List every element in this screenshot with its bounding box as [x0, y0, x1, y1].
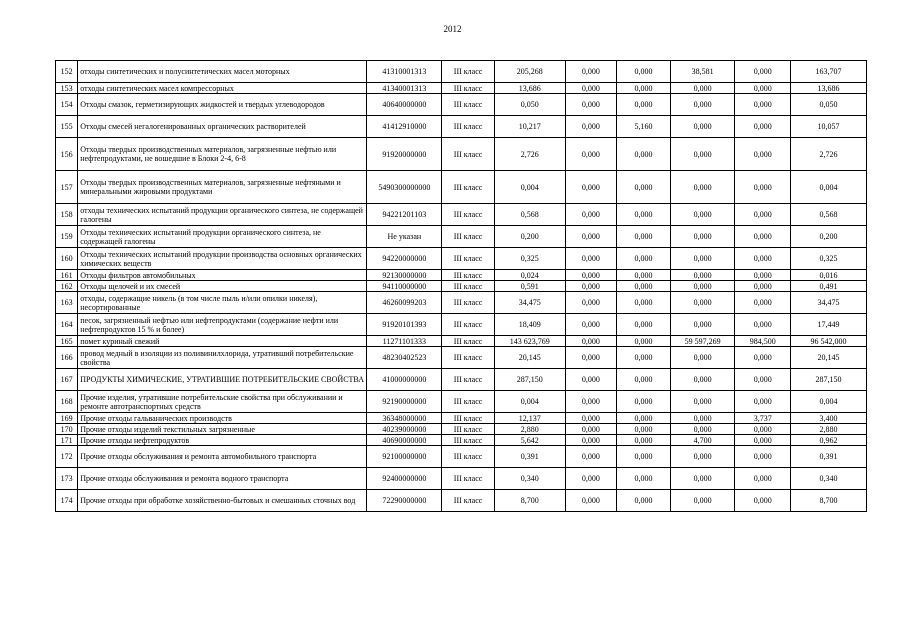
value-cell-5: 0,000	[735, 248, 791, 270]
row-number: 166	[56, 347, 78, 369]
row-number: 158	[56, 204, 78, 226]
value-cell-3: 0,000	[617, 83, 671, 94]
value-cell-6: 0,016	[791, 270, 867, 281]
value-cell-4: 0,000	[670, 468, 735, 490]
value-cell-4: 0,000	[670, 413, 735, 424]
waste-code: 92100000000	[367, 446, 442, 468]
value-cell-3: 0,000	[617, 171, 671, 204]
row-number: 167	[56, 369, 78, 391]
value-cell-2: 0,000	[565, 446, 617, 468]
table-row	[56, 435, 867, 446]
value-cell-3: 0,000	[617, 347, 671, 369]
value-cell-3: 5,160	[617, 116, 671, 138]
value-cell-1: 12,137	[494, 413, 565, 424]
value-cell-6: 0,491	[791, 281, 867, 292]
waste-name: Прочие отходы при обработке хозяйственно-бытовых и смешанных сточных вод	[78, 490, 367, 512]
value-cell-6: 96 542,000	[791, 336, 867, 347]
value-cell-2: 0,000	[565, 292, 617, 314]
waste-code: 94110000000	[367, 281, 442, 292]
value-cell-2: 0,000	[565, 490, 617, 512]
waste-code: 41340001313	[367, 83, 442, 94]
value-cell-1: 0,050	[494, 94, 565, 116]
value-cell-1: 2,726	[494, 138, 565, 171]
table-row	[56, 413, 867, 424]
value-cell-3: 0,000	[617, 204, 671, 226]
waste-code: 5490300000000	[367, 171, 442, 204]
value-cell-1: 0,325	[494, 248, 565, 270]
row-number: 156	[56, 138, 78, 171]
value-cell-4: 0,000	[670, 83, 735, 94]
value-cell-3: 0,000	[617, 94, 671, 116]
waste-table	[55, 60, 867, 512]
table-row	[56, 314, 867, 336]
value-cell-6: 0,004	[791, 171, 867, 204]
waste-code: 92190000000	[367, 391, 442, 413]
waste-code: 92130000000	[367, 270, 442, 281]
value-cell-5: 0,000	[735, 292, 791, 314]
row-number: 165	[56, 336, 78, 347]
value-cell-5: 0,000	[735, 446, 791, 468]
waste-name: отходы синтетических и полусинтетических масел моторных	[78, 61, 367, 83]
value-cell-6: 0,325	[791, 248, 867, 270]
value-cell-5: 0,000	[735, 391, 791, 413]
hazard-class: III класс	[442, 248, 495, 270]
value-cell-6: 0,050	[791, 94, 867, 116]
value-cell-2: 0,000	[565, 83, 617, 94]
hazard-class: III класс	[442, 446, 495, 468]
table-row	[56, 61, 867, 83]
waste-code: 72290000000	[367, 490, 442, 512]
row-number: 164	[56, 314, 78, 336]
row-number: 161	[56, 270, 78, 281]
value-cell-3: 0,000	[617, 138, 671, 171]
value-cell-3: 0,000	[617, 369, 671, 391]
value-cell-2: 0,000	[565, 270, 617, 281]
value-cell-2: 0,000	[565, 116, 617, 138]
value-cell-5: 3,737	[735, 413, 791, 424]
value-cell-1: 8,700	[494, 490, 565, 512]
hazard-class: III класс	[442, 171, 495, 204]
value-cell-6: 0,568	[791, 204, 867, 226]
value-cell-5: 0,000	[735, 270, 791, 281]
value-cell-6: 20,145	[791, 347, 867, 369]
value-cell-2: 0,000	[565, 94, 617, 116]
waste-name: отходы, содержащие никель (в том числе пыль и/или опилки никеля), несортированные	[78, 292, 367, 314]
value-cell-6: 3,400	[791, 413, 867, 424]
table-row	[56, 248, 867, 270]
value-cell-1: 5,642	[494, 435, 565, 446]
value-cell-6: 0,962	[791, 435, 867, 446]
hazard-class: III класс	[442, 83, 495, 94]
value-cell-6: 163,707	[791, 61, 867, 83]
value-cell-1: 205,268	[494, 61, 565, 83]
value-cell-4: 38,581	[670, 61, 735, 83]
value-cell-3: 0,000	[617, 292, 671, 314]
value-cell-2: 0,000	[565, 369, 617, 391]
value-cell-1: 13,686	[494, 83, 565, 94]
value-cell-5: 0,000	[735, 226, 791, 248]
value-cell-3: 0,000	[617, 391, 671, 413]
value-cell-6: 0,391	[791, 446, 867, 468]
hazard-class: III класс	[442, 292, 495, 314]
waste-code: 94220000000	[367, 248, 442, 270]
value-cell-3: 0,000	[617, 413, 671, 424]
page-number: 2012	[443, 24, 462, 34]
value-cell-2: 0,000	[565, 204, 617, 226]
value-cell-3: 0,000	[617, 336, 671, 347]
hazard-class: III класс	[442, 391, 495, 413]
value-cell-1: 18,409	[494, 314, 565, 336]
value-cell-6: 34,475	[791, 292, 867, 314]
value-cell-6: 8,700	[791, 490, 867, 512]
hazard-class: III класс	[442, 116, 495, 138]
value-cell-4: 0,000	[670, 171, 735, 204]
value-cell-2: 0,000	[565, 347, 617, 369]
value-cell-1: 0,340	[494, 468, 565, 490]
value-cell-2: 0,000	[565, 171, 617, 204]
waste-name: отходы синтетических масел компрессорных	[78, 83, 367, 94]
row-number: 172	[56, 446, 78, 468]
value-cell-5: 0,000	[735, 435, 791, 446]
value-cell-1: 0,004	[494, 391, 565, 413]
table-row	[56, 468, 867, 490]
value-cell-2: 0,000	[565, 248, 617, 270]
row-number: 160	[56, 248, 78, 270]
waste-name: Отходы твердых производственных материалов, загрязненные нефтяными и минеральными жировыми продуктами	[78, 171, 367, 204]
row-number: 169	[56, 413, 78, 424]
value-cell-3: 0,000	[617, 446, 671, 468]
row-number: 155	[56, 116, 78, 138]
table-row	[56, 424, 867, 435]
waste-name: Отходы технических испытаний продукции органического синтеза, не содержащей галогены	[78, 226, 367, 248]
waste-code: 40640000000	[367, 94, 442, 116]
value-cell-2: 0,000	[565, 314, 617, 336]
waste-name: Отходы смазок, герметизирующих жидкостей и твердых углеводородов	[78, 94, 367, 116]
value-cell-4: 0,000	[670, 314, 735, 336]
waste-name: Прочие отходы нефтепродуктов	[78, 435, 367, 446]
hazard-class: III класс	[442, 270, 495, 281]
value-cell-6: 2,880	[791, 424, 867, 435]
value-cell-3: 0,000	[617, 248, 671, 270]
value-cell-2: 0,000	[565, 281, 617, 292]
row-number: 174	[56, 490, 78, 512]
value-cell-3: 0,000	[617, 226, 671, 248]
table-row	[56, 226, 867, 248]
waste-name: провод медный в изоляции из поливинилхлорида, утративший потребительские свойства	[78, 347, 367, 369]
value-cell-4: 0,000	[670, 391, 735, 413]
value-cell-4: 0,000	[670, 281, 735, 292]
value-cell-4: 0,000	[670, 347, 735, 369]
waste-name: Прочие изделия, утратившие потребительские свойства при обслуживании и ремонте автотранспортных средств	[78, 391, 367, 413]
row-number: 170	[56, 424, 78, 435]
waste-code: 41412910000	[367, 116, 442, 138]
table-row	[56, 94, 867, 116]
hazard-class: III класс	[442, 424, 495, 435]
value-cell-5: 0,000	[735, 204, 791, 226]
value-cell-5: 984,500	[735, 336, 791, 347]
waste-code: 91920000000	[367, 138, 442, 171]
value-cell-4: 0,000	[670, 116, 735, 138]
value-cell-1: 0,591	[494, 281, 565, 292]
value-cell-4: 0,000	[670, 138, 735, 171]
hazard-class: III класс	[442, 468, 495, 490]
value-cell-5: 0,000	[735, 468, 791, 490]
hazard-class: III класс	[442, 281, 495, 292]
waste-name: Отходы технических испытаний продукции производства основных органических химических веществ	[78, 248, 367, 270]
table-row	[56, 490, 867, 512]
waste-name: Прочие отходы обслуживания и ремонта водного транспорта	[78, 468, 367, 490]
waste-name: ПРОДУКТЫ ХИМИЧЕСКИЕ, УТРАТИВШИЕ ПОТРЕБИТЕЛЬСКИЕ СВОЙСТВА	[78, 369, 367, 391]
value-cell-6: 2,726	[791, 138, 867, 171]
value-cell-1: 0,391	[494, 446, 565, 468]
waste-name: Отходы щелочей и их смесей	[78, 281, 367, 292]
value-cell-1: 0,004	[494, 171, 565, 204]
value-cell-1: 0,024	[494, 270, 565, 281]
row-number: 154	[56, 94, 78, 116]
value-cell-4: 0,000	[670, 446, 735, 468]
waste-code: 40239000000	[367, 424, 442, 435]
waste-code: 41310001313	[367, 61, 442, 83]
hazard-class: III класс	[442, 413, 495, 424]
table-row	[56, 369, 867, 391]
waste-code: 94221201103	[367, 204, 442, 226]
row-number: 162	[56, 281, 78, 292]
value-cell-3: 0,000	[617, 61, 671, 83]
value-cell-4: 0,000	[670, 204, 735, 226]
hazard-class: III класс	[442, 204, 495, 226]
table-row	[56, 83, 867, 94]
value-cell-4: 0,000	[670, 490, 735, 512]
waste-code: 11271101333	[367, 336, 442, 347]
waste-code: 46260099203	[367, 292, 442, 314]
value-cell-5: 0,000	[735, 369, 791, 391]
value-cell-5: 0,000	[735, 424, 791, 435]
value-cell-5: 0,000	[735, 171, 791, 204]
value-cell-4: 0,000	[670, 94, 735, 116]
hazard-class: III класс	[442, 347, 495, 369]
waste-code: Не указан	[367, 226, 442, 248]
waste-name: отходы технических испытаний продукции органического синтеза, не содержащей галогены	[78, 204, 367, 226]
row-number: 173	[56, 468, 78, 490]
value-cell-3: 0,000	[617, 468, 671, 490]
row-number: 168	[56, 391, 78, 413]
hazard-class: III класс	[442, 490, 495, 512]
row-number: 152	[56, 61, 78, 83]
value-cell-5: 0,000	[735, 281, 791, 292]
value-cell-1: 20,145	[494, 347, 565, 369]
hazard-class: III класс	[442, 138, 495, 171]
waste-name: Прочие отходы обслуживания и ремонта автомобильного транспорта	[78, 446, 367, 468]
value-cell-4: 0,000	[670, 226, 735, 248]
hazard-class: III класс	[442, 94, 495, 116]
waste-code: 48230402523	[367, 347, 442, 369]
value-cell-4: 0,000	[670, 369, 735, 391]
table-row	[56, 116, 867, 138]
table-row	[56, 292, 867, 314]
waste-name: Прочие отходы изделий текстильных загрязненные	[78, 424, 367, 435]
value-cell-6: 0,200	[791, 226, 867, 248]
value-cell-2: 0,000	[565, 435, 617, 446]
value-cell-5: 0,000	[735, 347, 791, 369]
waste-name: Прочие отходы гальванических производств	[78, 413, 367, 424]
value-cell-2: 0,000	[565, 424, 617, 435]
value-cell-2: 0,000	[565, 226, 617, 248]
value-cell-4: 0,000	[670, 424, 735, 435]
value-cell-6: 13,686	[791, 83, 867, 94]
table-row	[56, 270, 867, 281]
value-cell-3: 0,000	[617, 490, 671, 512]
value-cell-3: 0,000	[617, 270, 671, 281]
value-cell-6: 287,150	[791, 369, 867, 391]
value-cell-3: 0,000	[617, 424, 671, 435]
waste-name: помет куриный свежий	[78, 336, 367, 347]
value-cell-1: 2,880	[494, 424, 565, 435]
table-row	[56, 336, 867, 347]
value-cell-6: 17,449	[791, 314, 867, 336]
value-cell-4: 4,700	[670, 435, 735, 446]
value-cell-4: 0,000	[670, 248, 735, 270]
value-cell-5: 0,000	[735, 61, 791, 83]
value-cell-5: 0,000	[735, 490, 791, 512]
table-row	[56, 446, 867, 468]
row-number: 159	[56, 226, 78, 248]
row-number: 163	[56, 292, 78, 314]
waste-name: Отходы смесей негалогенированных органических растворителей	[78, 116, 367, 138]
value-cell-2: 0,000	[565, 468, 617, 490]
value-cell-2: 0,000	[565, 336, 617, 347]
value-cell-5: 0,000	[735, 94, 791, 116]
row-number: 157	[56, 171, 78, 204]
value-cell-3: 0,000	[617, 314, 671, 336]
value-cell-4: 0,000	[670, 292, 735, 314]
hazard-class: III класс	[442, 314, 495, 336]
hazard-class: III класс	[442, 61, 495, 83]
value-cell-1: 143 623,769	[494, 336, 565, 347]
value-cell-4: 59 597,269	[670, 336, 735, 347]
value-cell-1: 0,568	[494, 204, 565, 226]
hazard-class: III класс	[442, 435, 495, 446]
waste-name: песок, загрязненный нефтью или нефтепродуктами (содержание нефти или нефтепродуктов 15 % и более)	[78, 314, 367, 336]
value-cell-6: 10,057	[791, 116, 867, 138]
value-cell-6: 0,004	[791, 391, 867, 413]
value-cell-3: 0,000	[617, 281, 671, 292]
hazard-class: III класс	[442, 226, 495, 248]
value-cell-5: 0,000	[735, 116, 791, 138]
table-row	[56, 391, 867, 413]
row-number: 171	[56, 435, 78, 446]
hazard-class: III класс	[442, 336, 495, 347]
waste-code: 40690000000	[367, 435, 442, 446]
row-number: 153	[56, 83, 78, 94]
value-cell-2: 0,000	[565, 138, 617, 171]
value-cell-1: 34,475	[494, 292, 565, 314]
value-cell-2: 0,000	[565, 61, 617, 83]
table-row	[56, 171, 867, 204]
table-row	[56, 204, 867, 226]
waste-code: 92400000000	[367, 468, 442, 490]
value-cell-1: 287,150	[494, 369, 565, 391]
waste-name: Отходы фильтров автомобильных	[78, 270, 367, 281]
table-row	[56, 347, 867, 369]
table-row	[56, 281, 867, 292]
value-cell-4: 0,000	[670, 270, 735, 281]
waste-code: 91920101393	[367, 314, 442, 336]
value-cell-1: 10,217	[494, 116, 565, 138]
value-cell-5: 0,000	[735, 83, 791, 94]
value-cell-6: 0,340	[791, 468, 867, 490]
hazard-class: III класс	[442, 369, 495, 391]
value-cell-5: 0,000	[735, 138, 791, 171]
waste-code: 36348000000	[367, 413, 442, 424]
waste-code: 41000000000	[367, 369, 442, 391]
table-row	[56, 138, 867, 171]
value-cell-2: 0,000	[565, 413, 617, 424]
value-cell-1: 0,200	[494, 226, 565, 248]
value-cell-5: 0,000	[735, 314, 791, 336]
value-cell-3: 0,000	[617, 435, 671, 446]
waste-name: Отходы твердых производственных материалов, загрязненные нефтью или нефтепродуктами, не вошедшие в Блоки 2-4, 6-8	[78, 138, 367, 171]
value-cell-2: 0,000	[565, 391, 617, 413]
